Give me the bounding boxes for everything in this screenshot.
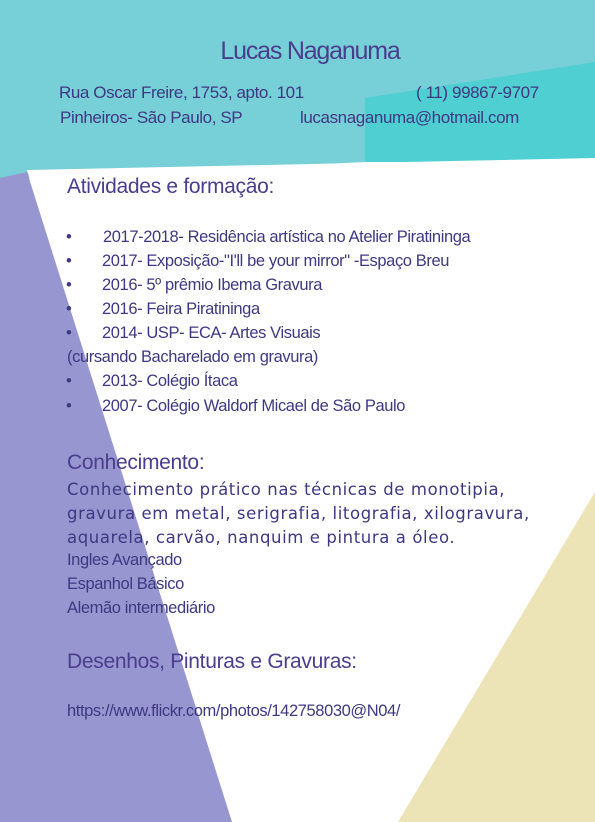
knowledge-line: aquarela, carvão, nanquim e pintura a óleo.: [67, 528, 456, 547]
language-item: Alemão intermediário: [67, 599, 215, 617]
language-item: Espanhol Básico: [67, 575, 184, 593]
list-item: 2007- Colégio Waldorf Micael de São Paulo: [102, 397, 406, 415]
bullet-icon: •: [66, 324, 72, 342]
address-line-1: Rua Oscar Freire, 1753, apto. 101: [59, 83, 304, 102]
language-item: Ingles Avançado: [67, 551, 182, 569]
bullet-icon: •: [66, 372, 72, 390]
list-item: 2017- Exposição-"I'll be your mirror" -Espaço Breu: [102, 252, 450, 270]
bullet-icon: •: [66, 276, 72, 294]
list-item: 2016- 5º prêmio Ibema Gravura: [102, 276, 323, 294]
list-item-note: (cursando Bacharelado em gravura): [67, 348, 318, 366]
phone-number: ( 11) 99867-9707: [416, 83, 539, 102]
bullet-icon: •: [66, 252, 72, 270]
list-item: 2017-2018- Residência artística no Atelier Piratininga: [103, 228, 471, 246]
email-address: lucasnaganuma@hotmail.com: [300, 108, 519, 127]
list-item: 2016- Feira Piratininga: [102, 300, 260, 318]
list-item: 2014- USP- ECA- Artes Visuais: [102, 324, 321, 342]
knowledge-heading: Conhecimento:: [67, 451, 205, 474]
address-line-2: Pinheiros- São Paulo, SP: [60, 108, 243, 127]
person-name: Lucas Naganuma: [220, 37, 400, 65]
bullet-icon: •: [66, 300, 72, 318]
portfolio-link[interactable]: https://www.flickr.com/photos/142758030@N04/: [67, 702, 401, 720]
portfolio-heading: Desenhos, Pinturas e Gravuras:: [67, 650, 357, 673]
knowledge-line: gravura em metal, serigrafia, litografia, xilogravura,: [67, 504, 530, 523]
knowledge-line: Conhecimento prático nas técnicas de monotipia,: [67, 480, 506, 499]
activities-heading: Atividades e formação:: [67, 175, 275, 198]
bullet-icon: •: [66, 228, 72, 246]
list-item: 2013- Colégio Ítaca: [102, 372, 238, 390]
bullet-icon: •: [66, 397, 72, 415]
